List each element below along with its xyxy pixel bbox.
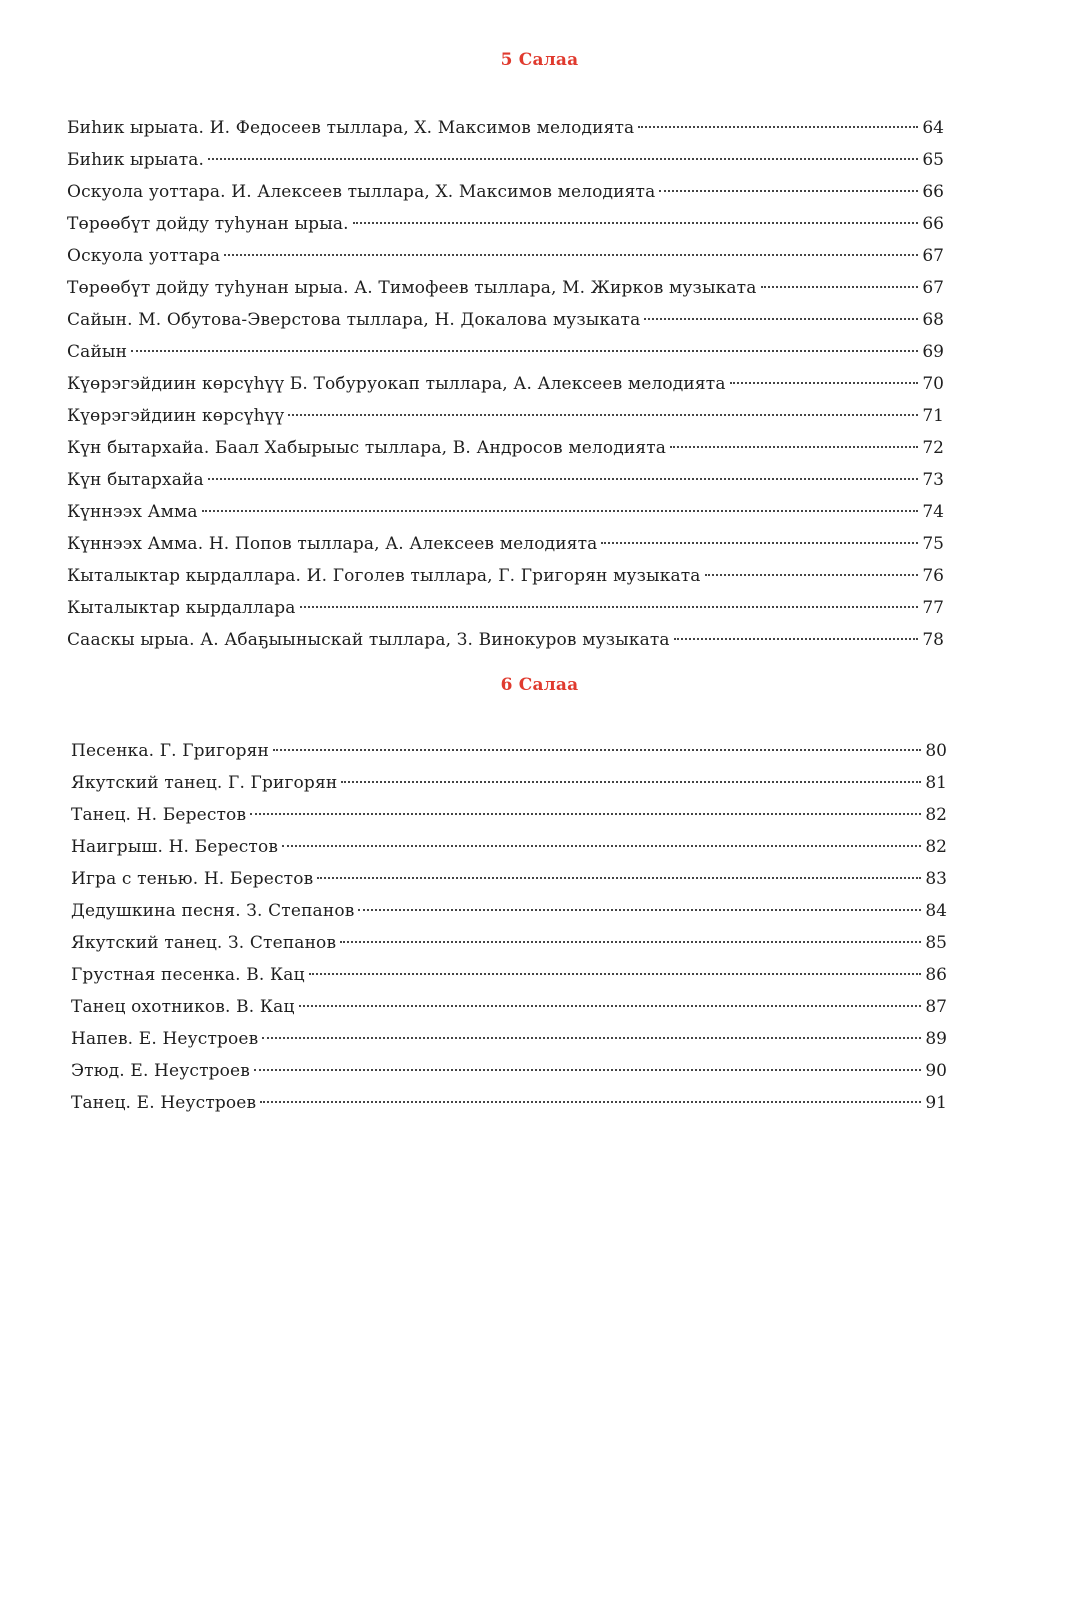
toc-entry-title: Төрөөбүт дойду туһунан ырыа. А. Тимофеев тыллара, М. Жирков музыката (67, 278, 757, 298)
toc-entry-page: 71 (922, 406, 944, 426)
toc-entry-title: Танец. Е. Неустроев (71, 1093, 257, 1113)
toc-entry-title: Күөрэгэйдиин көрсүһүү (67, 406, 285, 426)
dot-leader (705, 574, 918, 576)
toc-entry-title: Күн бытархайа. Баал Хабырыыс тыллара, В. Андросов мелодията (67, 438, 667, 458)
toc-entry-title: Танец охотников. В. Кац (71, 997, 295, 1017)
toc-entry (71, 895, 947, 927)
dot-leader (309, 973, 921, 975)
toc-entry (67, 464, 944, 496)
toc-entry-title: Оскуола уоттара. И. Алексеев тыллара, Х. Максимов мелодията (67, 182, 656, 202)
toc-entry (71, 1023, 947, 1055)
dot-leader (208, 158, 918, 160)
toc-entry (67, 432, 944, 464)
dot-leader (208, 478, 918, 480)
toc-entry-page: 91 (925, 1093, 947, 1113)
toc-entry-title: Күн бытархайа (67, 470, 204, 490)
dot-leader (670, 446, 918, 448)
toc-entry (71, 959, 947, 991)
toc-entry-page: 81 (925, 773, 947, 793)
dot-leader (601, 542, 918, 544)
toc-entry-title: Кыталыктар кырдаллара (67, 598, 296, 618)
toc-entry-title: Күөрэгэйдиин көрсүһүү Б. Тобуруокап тыллара, А. Алексеев мелодията (67, 374, 726, 394)
toc-entry (67, 592, 944, 624)
toc-entry-title: Наигрыш. Н. Берестов (71, 837, 279, 857)
toc-entry (67, 496, 944, 528)
toc-entry-title: Напев. Е. Неустроев (71, 1029, 259, 1049)
toc-entry-page: 82 (925, 837, 947, 857)
toc-entry (71, 863, 947, 895)
toc-entry-title: Якутский танец. З. Степанов (71, 933, 337, 953)
toc-entry-page: 67 (922, 278, 944, 298)
dot-leader (644, 318, 918, 320)
toc-entry-page: 90 (925, 1061, 947, 1081)
toc-entry-page: 87 (925, 997, 947, 1017)
toc-entry-page: 76 (922, 566, 944, 586)
toc-entry-page: 77 (922, 598, 944, 618)
toc-entry (67, 176, 944, 208)
toc-entry-title: Күннээх Амма (67, 502, 198, 522)
toc-entry-page: 75 (922, 534, 944, 554)
toc-entry-page: 66 (922, 214, 944, 234)
toc-entry (71, 991, 947, 1023)
toc-entry (67, 112, 944, 144)
dot-leader (353, 222, 918, 224)
toc-entry-page: 66 (922, 182, 944, 202)
toc-entry (67, 528, 944, 560)
toc-entry (71, 831, 947, 863)
toc-entry-page: 70 (922, 374, 944, 394)
toc-entry (71, 1087, 947, 1119)
dot-leader (674, 638, 918, 640)
toc-entry-page: 89 (925, 1029, 947, 1049)
dot-leader (224, 254, 918, 256)
toc-entry-title: Игра с тенью. Н. Берестов (71, 869, 314, 889)
toc-entry-page: 64 (922, 118, 944, 138)
toc-entry (71, 799, 947, 831)
toc-entry-title: Дедушкина песня. З. Степанов (71, 901, 355, 921)
toc-entry-title: Сайын. М. Обутова-Эверстова тыллара, Н. Докалова музыката (67, 310, 641, 330)
section-6-entries (71, 735, 947, 1119)
dot-leader (273, 749, 921, 751)
dot-leader (260, 1101, 921, 1103)
toc-entry-page: 67 (922, 246, 944, 266)
toc-entry-title: Биһик ырыата. И. Федосеев тыллара, Х. Максимов мелодията (67, 118, 635, 138)
toc-entry (71, 927, 947, 959)
dot-leader (202, 510, 918, 512)
toc-entry-title: Кыталыктар кырдаллара. И. Гоголев тыллара, Г. Григорян музыката (67, 566, 701, 586)
dot-leader (340, 941, 921, 943)
dot-leader (761, 286, 918, 288)
section-5-entries (67, 112, 944, 656)
toc-entry-page: 82 (925, 805, 947, 825)
toc-entry-page: 84 (925, 901, 947, 921)
dot-leader (282, 845, 921, 847)
toc-entry (67, 304, 944, 336)
toc-entry-page: 68 (922, 310, 944, 330)
toc-entry-page: 74 (922, 502, 944, 522)
toc-entry-title: Оскуола уоттара (67, 246, 221, 266)
toc-entry-page: 85 (925, 933, 947, 953)
dot-leader (254, 1069, 921, 1071)
toc-entry-title: Танец. Н. Берестов (71, 805, 247, 825)
dot-leader (300, 606, 918, 608)
toc-entry-page: 80 (925, 741, 947, 761)
toc-entry-title: Биһик ырыата. (67, 150, 205, 170)
toc-entry (67, 240, 944, 272)
dot-leader (317, 877, 921, 879)
toc-entry (71, 1055, 947, 1087)
toc-entry-title: Күннээх Амма. Н. Попов тыллара, А. Алексеев мелодията (67, 534, 598, 554)
toc-entry (67, 272, 944, 304)
dot-leader (262, 1037, 921, 1039)
toc-entry (67, 144, 944, 176)
toc-entry-title: Сааскы ырыа. А. Абаҕыыныскай тыллара, З. Винокуров музыката (67, 630, 670, 650)
toc-entry-page: 65 (922, 150, 944, 170)
dot-leader (131, 350, 918, 352)
section-title-6: 6 Салаа (500, 675, 579, 695)
toc-entry-title: Грустная песенка. В. Кац (71, 965, 305, 985)
dot-leader (358, 909, 921, 911)
toc-entry-title: Песенка. Г. Григорян (71, 741, 269, 761)
toc-entry (67, 560, 944, 592)
toc-entry-title: Якутский танец. Г. Григорян (71, 773, 338, 793)
dot-leader (638, 126, 918, 128)
dot-leader (730, 382, 918, 384)
toc-entry (67, 368, 944, 400)
toc-entry-page: 83 (925, 869, 947, 889)
toc-entry (67, 336, 944, 368)
toc-entry (71, 767, 947, 799)
dot-leader (341, 781, 921, 783)
dot-leader (659, 190, 918, 192)
toc-entry-page: 73 (922, 470, 944, 490)
toc-entry-page: 72 (922, 438, 944, 458)
dot-leader (288, 414, 918, 416)
toc-entry (71, 735, 947, 767)
toc-entry-page: 78 (922, 630, 944, 650)
toc-entry-page: 86 (925, 965, 947, 985)
toc-entry-title: Этюд. Е. Неустроев (71, 1061, 250, 1081)
toc-entry-page: 69 (922, 342, 944, 362)
toc-entry (67, 400, 944, 432)
toc-entry-title: Төрөөбүт дойду туһунан ырыа. (67, 214, 349, 234)
toc-entry (67, 624, 944, 656)
toc-entry (67, 208, 944, 240)
dot-leader (299, 1005, 921, 1007)
section-title-5: 5 Салаа (500, 50, 579, 70)
dot-leader (250, 813, 921, 815)
toc-entry-title: Сайын (67, 342, 128, 362)
